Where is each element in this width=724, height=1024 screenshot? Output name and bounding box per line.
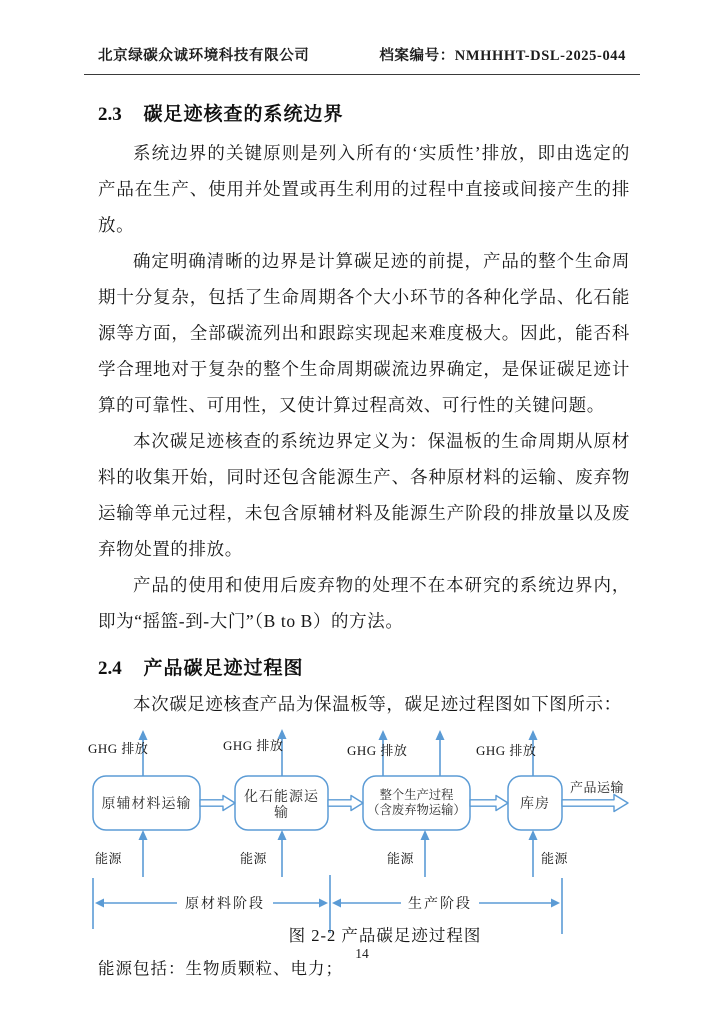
energy-footnote: 能源包括：生物质颗粒、电力； <box>98 959 343 978</box>
paragraph-b-to-b-method: 产品的使用和使用后废弃物的处理不在本研究的系统边界内，即为“摇篮-到-大门”（B to B）的方法。 <box>98 575 630 631</box>
energy-label-3: 能源 <box>387 851 415 866</box>
connector-box2-box3 <box>328 796 363 811</box>
ghg-label-2: GHG 排放 <box>223 738 284 753</box>
process-flow-diagram <box>85 724 650 937</box>
ghg-label-4: GHG 排放 <box>476 743 537 758</box>
box-fossil-energy-line2: 输 <box>274 806 289 821</box>
energy-label-2: 能源 <box>240 851 268 866</box>
connector-box3-box4 <box>470 796 508 811</box>
file-number: 档案编号：NMHHHT-DSL-2025-044 <box>379 48 626 64</box>
ghg-label-3: GHG 排放 <box>347 743 408 758</box>
energy-label-1: 能源 <box>95 851 123 866</box>
box-fossil-energy-line1: 化石能源运 <box>244 790 319 805</box>
section-2-3-title: 碳足迹核查的系统边界 <box>143 104 344 125</box>
phase-arrow-production <box>332 892 560 913</box>
page-header <box>84 44 640 75</box>
energy-arrow-box2 <box>278 830 287 877</box>
paragraph-system-boundary-principle: 系统边界的关键原则是列入所有的‘实质性’排放，即由选定的产品在生产、使用并处置或再生利用的过程中直接或间接产生的排放。 <box>98 143 630 235</box>
energy-arrow-box3 <box>421 830 430 877</box>
energy-arrow-box1 <box>139 830 148 877</box>
phase-production-label: 生产阶段 <box>408 897 472 912</box>
section-2-3-number: 2.3 <box>98 104 122 125</box>
box-warehouse-label: 库房 <box>520 797 550 812</box>
box-production-line2: （含废弃物运输） <box>367 803 466 817</box>
box-raw-material-transport-label: 原辅材料运输 <box>101 797 192 812</box>
phase-raw-material-label: 原材料阶段 <box>185 897 265 912</box>
connector-box1-box2 <box>200 796 235 811</box>
page-number: 14 <box>355 946 369 961</box>
paragraph-boundary-definition: 本次碳足迹核查的系统边界定义为：保温板的生命周期从原材料的收集开始，同时还包含能源生产、各种原材料的运输、废弃物运输等单元过程，未包含原辅材料及能源生产阶段的排放量以及废弃物处置的排放。 <box>98 431 630 559</box>
paragraph-boundary-complexity: 确定明确清晰的边界是计算碳足迹的前提，产品的整个生命周期十分复杂，包括了生命周期各个大小环节的各种化学品、化石能源等方面，全部碳流列出和跟踪实现起来难度极大。因此，能否科学合理地对于复杂的整个生命周期碳流边界确定，是保证碳足迹计算的可靠性、可用性，又使计算过程高效、可行性的关键问题。 <box>98 251 630 415</box>
page-content <box>98 99 630 722</box>
section-2-3-heading <box>98 99 630 126</box>
figure-caption: 图 2-2 产品碳足迹过程图 <box>288 926 482 945</box>
section-2-4-heading <box>98 653 630 680</box>
energy-arrow-box4 <box>529 830 538 877</box>
section-2-4-number: 2.4 <box>98 658 122 679</box>
ghg-label-1: GHG 排放 <box>88 741 149 756</box>
box-production-line1: 整个生产过程 <box>379 788 454 802</box>
phase-arrow-raw-material <box>95 892 328 913</box>
company-name: 北京绿碳众诚环境科技有限公司 <box>98 48 310 64</box>
section-2-4-title: 产品碳足迹过程图 <box>143 658 304 679</box>
process-flow-svg <box>85 724 650 937</box>
connector-product-out <box>562 795 628 812</box>
ghg-arrow-box3-right <box>436 730 445 776</box>
paragraph-diagram-intro: 本次碳足迹核查产品为保温板等，碳足迹过程图如下图所示： <box>133 694 622 714</box>
energy-label-4: 能源 <box>541 851 569 866</box>
product-transport-label: 产品运输 <box>570 780 625 795</box>
